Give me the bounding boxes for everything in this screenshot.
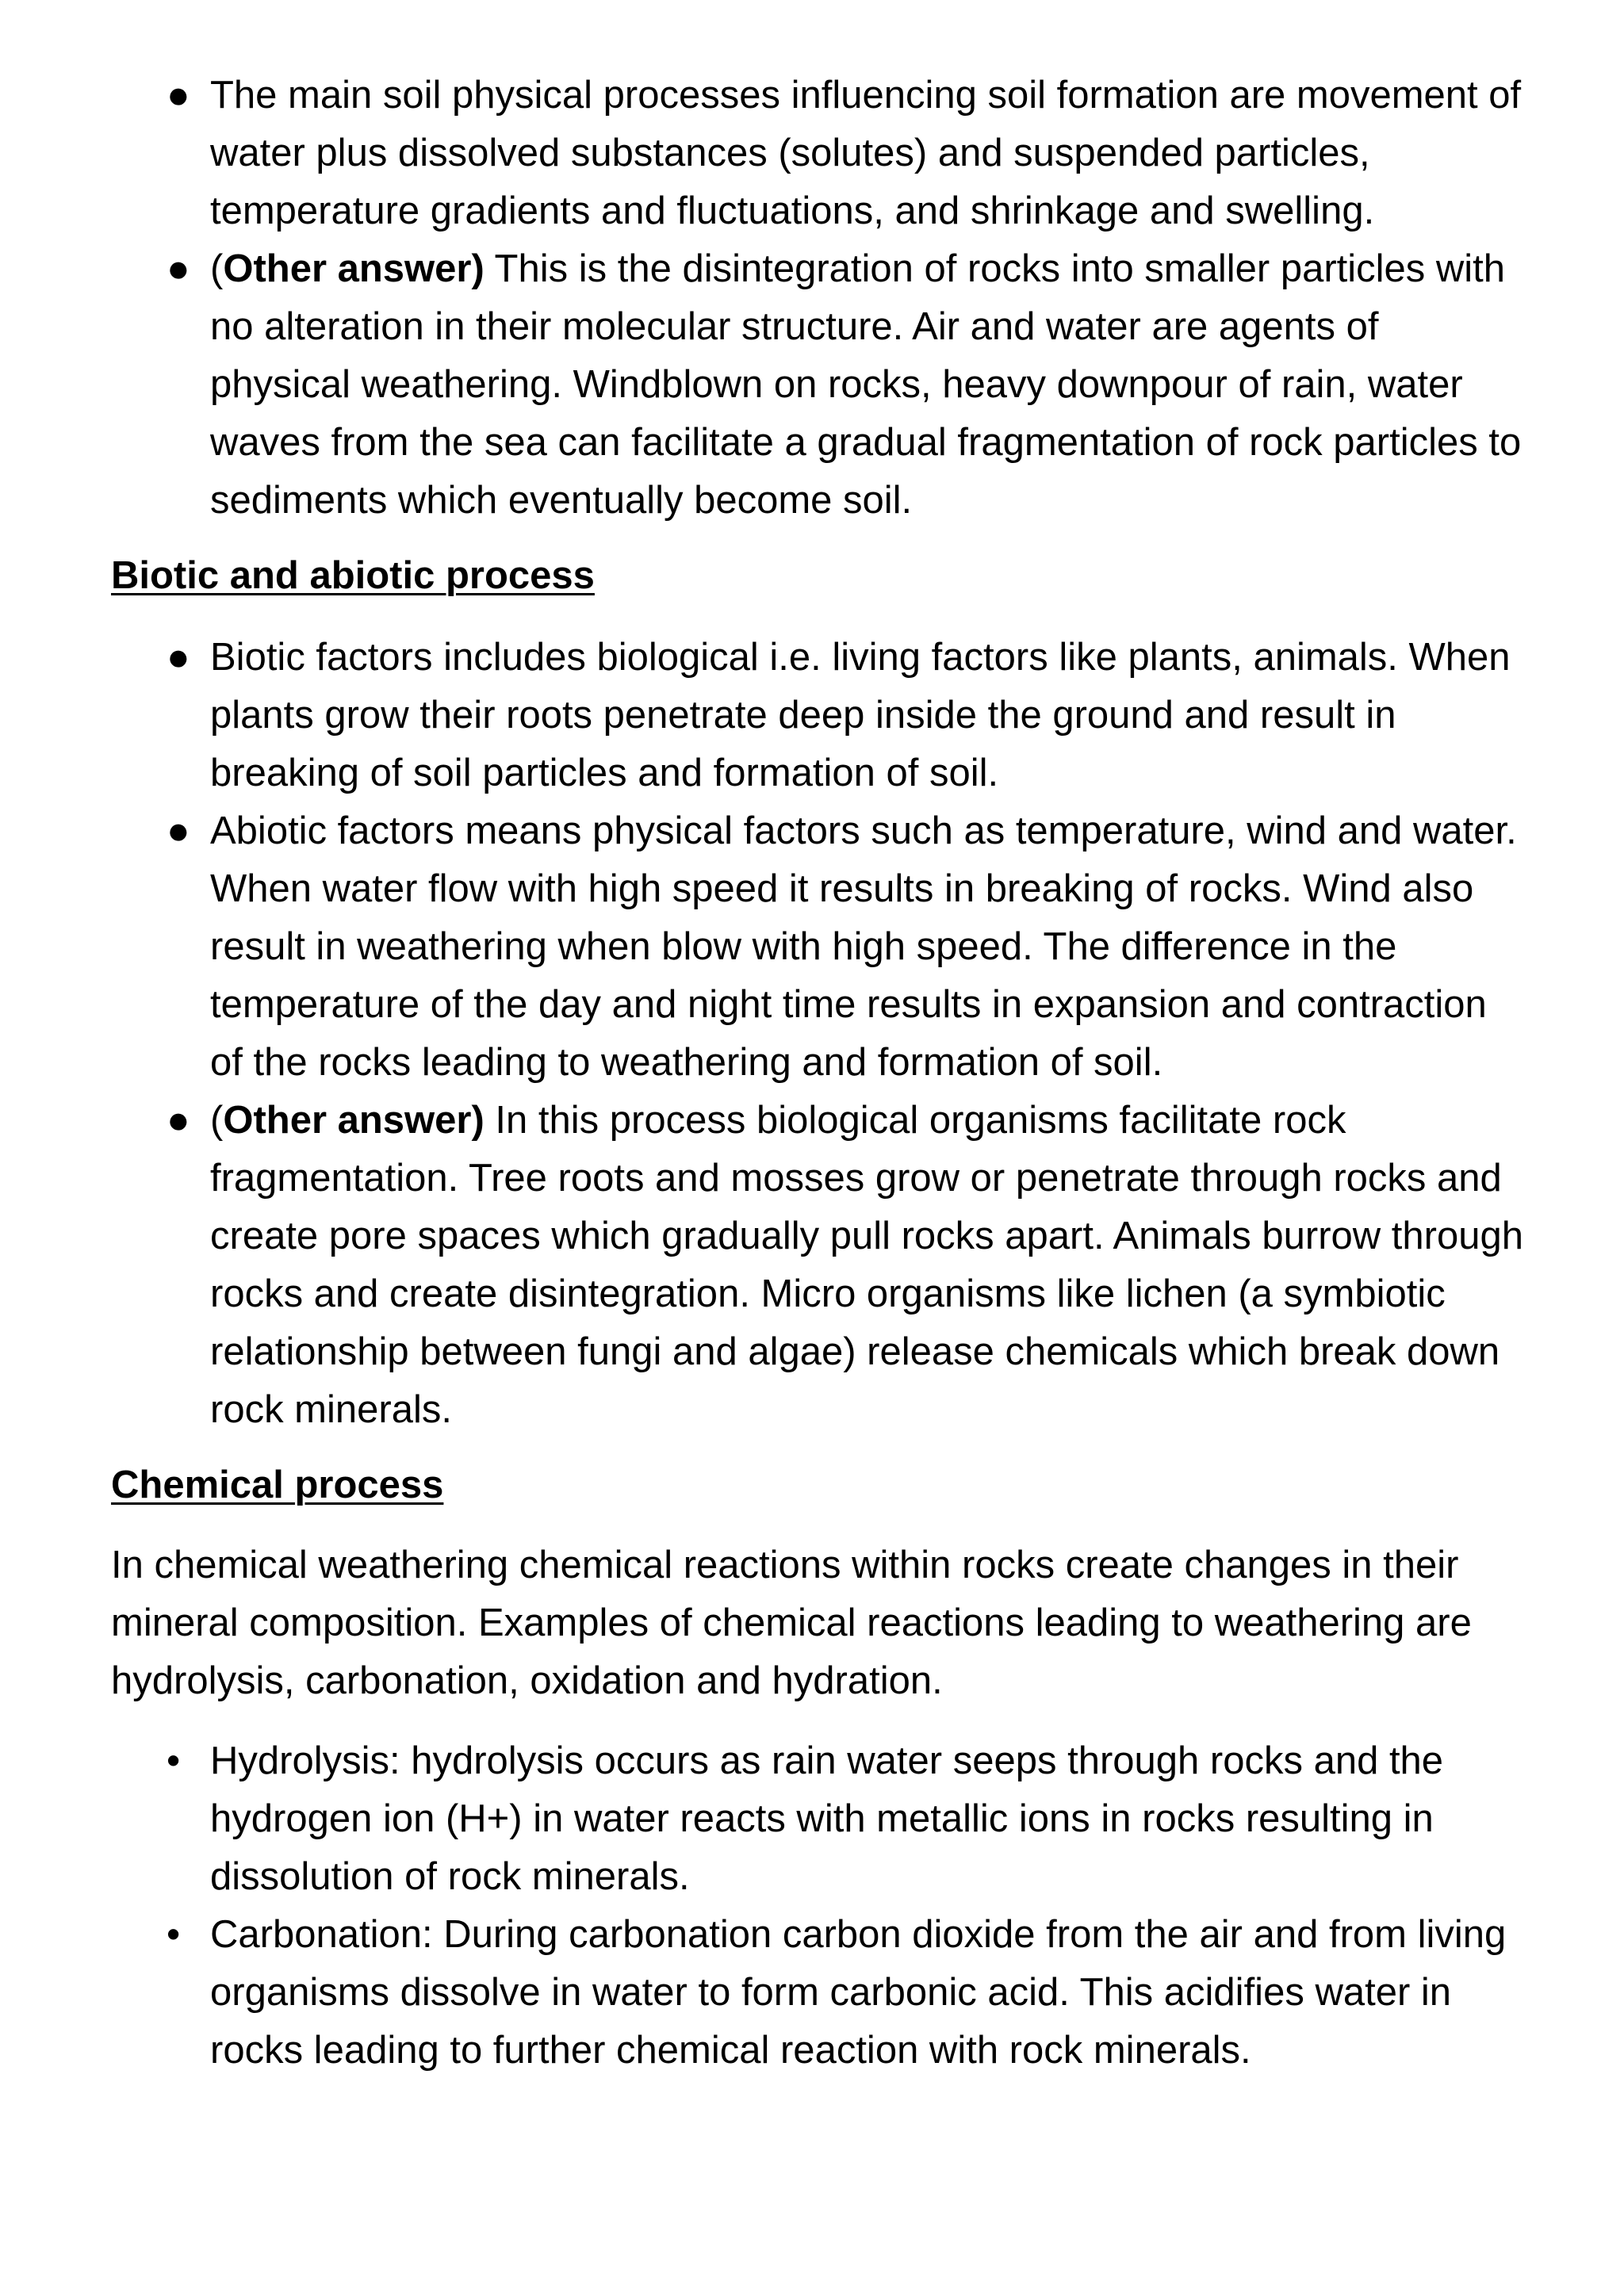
item-bold-label: Other answer) <box>223 1099 485 1142</box>
item-text: The main soil physical processes influencing soil formation are movement of water plus dissolved substances (solutes) and suspended particles, temperature gradients and fluctuations, and shrinkage and swelling. <box>210 74 1522 232</box>
list-item <box>111 1732 1529 1906</box>
list-item <box>111 802 1529 1092</box>
item-text: Biotic factors includes biological i.e. living factors like plants, animals. When plants grow their roots penetrate deep inside the ground and result in breaking of soil particles and formation of soil. <box>210 636 1511 794</box>
section-heading-chemical: Chemical process <box>111 1464 444 1506</box>
bullet-icon: ● <box>167 247 190 290</box>
bullet-icon: • <box>167 1913 181 1956</box>
biotic-process-list <box>111 629 1529 1439</box>
list-item <box>111 629 1529 802</box>
list-item <box>111 240 1529 530</box>
item-text: Hydrolysis: hydrolysis occurs as rain water seeps through rocks and the hydrogen ion (H+) in water reacts with metallic ions in rocks resulting in dissolution of rock minerals. <box>210 1739 1444 1898</box>
item-text: In this process biological organisms facilitate rock fragmentation. Tree roots and mosses grow or penetrate through rocks and create pore spaces which gradually pull rocks apart. Animals burrow through rocks and create disintegration. Micro organisms like lichen (a symbiotic relationship between fungi and algae) release chemicals which break down rock minerals. <box>210 1099 1523 1431</box>
item-text: Abiotic factors means physical factors such as temperature, wind and water. When water flow with high speed it results in breaking of rocks. Wind also result in weathering when blow with high speed. The difference in the temperature of the day and night time results in expansion and contraction of the rocks leading to weathering and formation of soil. <box>210 809 1517 1084</box>
chemical-process-list <box>111 1732 1529 2080</box>
bullet-icon: ● <box>167 74 190 117</box>
item-prefix: ( <box>210 247 224 290</box>
item-bold-label: Other answer) <box>223 247 485 290</box>
bullet-icon: • <box>167 1739 181 1782</box>
list-item <box>111 67 1529 240</box>
bullet-icon: ● <box>167 636 190 679</box>
list-item <box>111 1906 1529 2080</box>
item-text: This is the disintegration of rocks into smaller particles with no alteration in their molecular structure. Air and water are agents of physical weathering. Windblown on rocks, heavy downpour of rain, water waves from the sea can facilitate a gradual fragmentation of rock particles to sediments which eventually become soil. <box>210 247 1522 522</box>
bullet-icon: ● <box>167 1099 190 1142</box>
item-prefix: ( <box>210 1099 224 1142</box>
list-item <box>111 1092 1529 1439</box>
section-heading-biotic: Biotic and abiotic process <box>111 554 595 597</box>
physical-process-list <box>111 67 1529 530</box>
chemical-intro-paragraph: In chemical weathering chemical reactions within rocks create changes in their mineral composition. Examples of chemical reactions leading to weathering are hydrolysis, carbonation, oxidation and hydration. <box>111 1544 1472 1702</box>
item-text: Carbonation: During carbonation carbon dioxide from the air and from living organisms dissolve in water to form carbonic acid. This acidifies water in rocks leading to further chemical reaction with rock minerals. <box>210 1913 1507 2072</box>
bullet-icon: ● <box>167 809 190 852</box>
